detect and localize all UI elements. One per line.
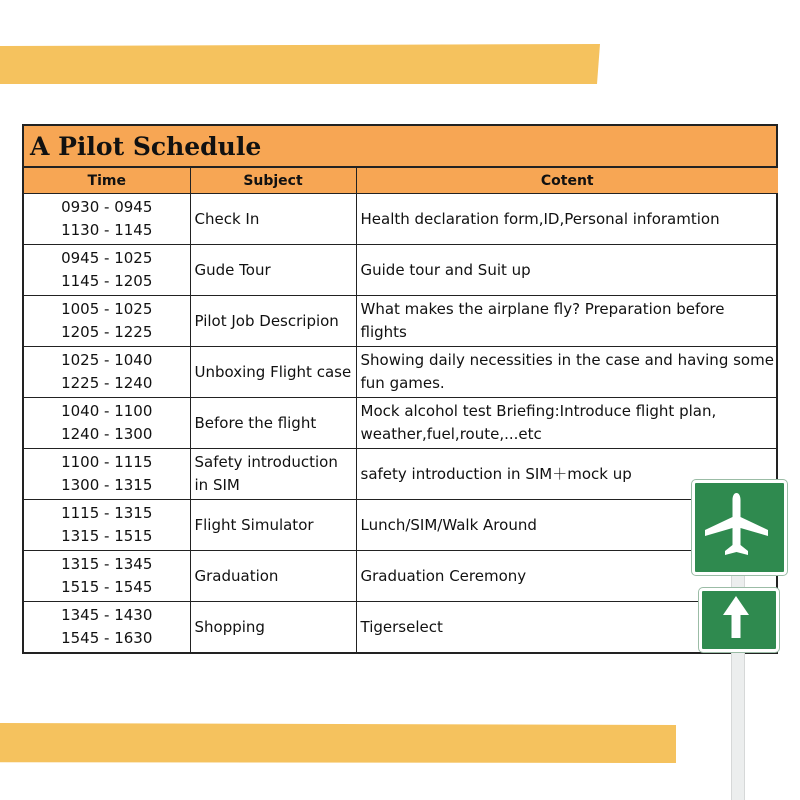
header-subject: Subject (190, 168, 356, 194)
time-slot: 1240 - 1300 (61, 425, 153, 443)
content-cell: Mock alcohol test Briefing:Introduce flight plan, weather,fuel,route,...etc (356, 398, 778, 449)
decorative-stroke-bottom (0, 723, 676, 763)
schedule-grid (24, 167, 778, 652)
time-cell (24, 500, 190, 551)
time-cell (24, 245, 190, 296)
subject-cell: Pilot Job Descripion (190, 296, 356, 347)
time-slot: 1545 - 1630 (61, 629, 153, 647)
table-row (24, 194, 778, 245)
pilot-schedule-table (22, 124, 778, 654)
content-cell: Showing daily necessities in the case and having some fun games. (356, 347, 778, 398)
schedule-title: A Pilot Schedule (24, 126, 776, 167)
time-slot: 1025 - 1040 (61, 351, 153, 369)
time-slot: 1205 - 1225 (61, 323, 153, 341)
time-slot: 1515 - 1545 (61, 578, 153, 596)
airplane-icon (695, 483, 778, 566)
airport-sign-arrow (699, 588, 779, 652)
time-slot: 1040 - 1100 (61, 402, 153, 420)
content-cell: What makes the airplane fly? Preparation before flights (356, 296, 778, 347)
header-content: Cotent (356, 168, 778, 194)
time-slot: 0945 - 1025 (61, 249, 153, 267)
time-cell (24, 194, 190, 245)
content-cell: Graduation Ceremony (356, 551, 778, 602)
subject-cell: Unboxing Flight case (190, 347, 356, 398)
table-row (24, 500, 778, 551)
time-slot: 1225 - 1240 (61, 374, 153, 392)
time-cell (24, 602, 190, 653)
time-cell (24, 551, 190, 602)
content-cell: Lunch/SIM/Walk Around (356, 500, 778, 551)
table-row (24, 551, 778, 602)
time-slot: 1130 - 1145 (61, 221, 153, 239)
table-row (24, 398, 778, 449)
time-cell (24, 398, 190, 449)
time-slot: 1115 - 1315 (61, 504, 153, 522)
table-row (24, 347, 778, 398)
time-slot: 1100 - 1115 (61, 453, 153, 471)
content-cell: Health declaration form,ID,Personal inforamtion (356, 194, 778, 245)
content-cell: Tigerselect (356, 602, 778, 653)
arrow-up-icon (702, 591, 770, 643)
subject-cell: Flight Simulator (190, 500, 356, 551)
table-row (24, 245, 778, 296)
subject-cell: Graduation (190, 551, 356, 602)
table-row (24, 296, 778, 347)
time-cell (24, 296, 190, 347)
decorative-stroke-top (0, 44, 600, 84)
time-slot: 0930 - 0945 (61, 198, 153, 216)
table-row (24, 602, 778, 653)
time-cell (24, 347, 190, 398)
time-slot: 1315 - 1345 (61, 555, 153, 573)
header-row (24, 168, 778, 194)
airport-sign-airplane (692, 480, 787, 575)
time-slot: 1005 - 1025 (61, 300, 153, 318)
subject-cell: Shopping (190, 602, 356, 653)
subject-cell: Before the flight (190, 398, 356, 449)
content-cell: Guide tour and Suit up (356, 245, 778, 296)
subject-cell: Gude Tour (190, 245, 356, 296)
subject-cell: Safety introduction in SIM (190, 449, 356, 500)
time-cell (24, 449, 190, 500)
table-row (24, 449, 778, 500)
time-slot: 1345 - 1430 (61, 606, 153, 624)
time-slot: 1300 - 1315 (61, 476, 153, 494)
header-time: Time (24, 168, 190, 194)
time-slot: 1145 - 1205 (61, 272, 153, 290)
time-slot: 1315 - 1515 (61, 527, 153, 545)
content-cell: safety introduction in SIM＋mock up (356, 449, 778, 500)
subject-cell: Check In (190, 194, 356, 245)
